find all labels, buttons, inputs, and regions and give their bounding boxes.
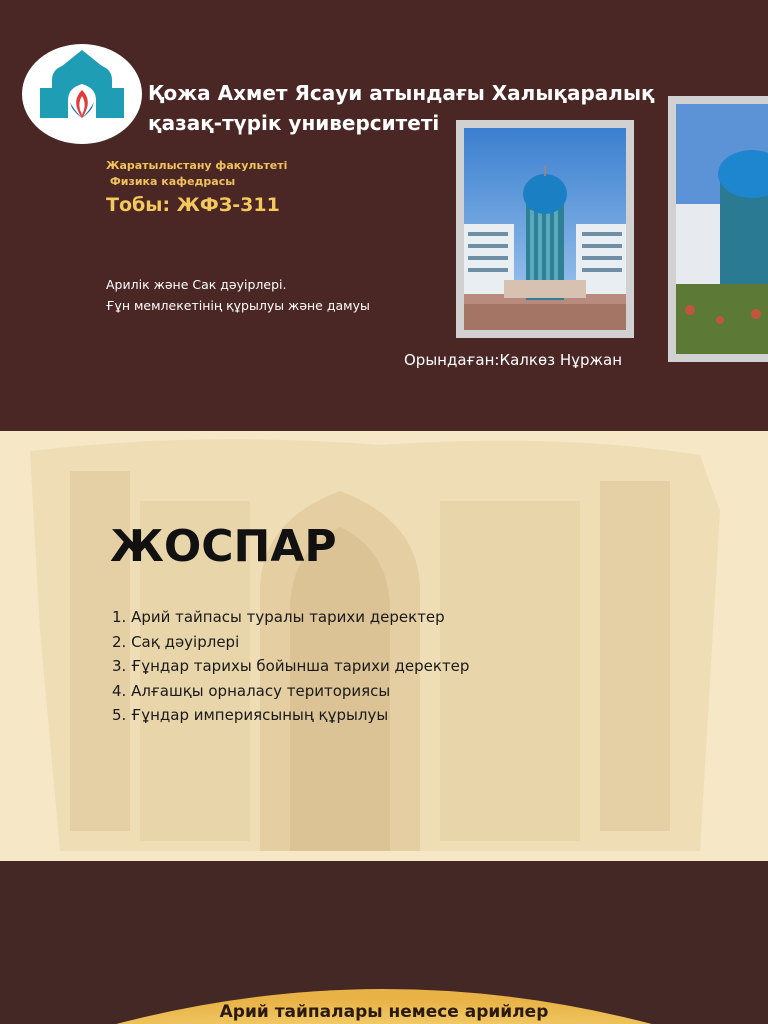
slide-title: Арий тайпалары немесе арийлер [219, 1002, 549, 1022]
third-slide [0, 861, 768, 1024]
title-slide [0, 0, 768, 431]
list-item: 4. Алғашқы орналасу териториясы [112, 681, 391, 700]
topic [106, 274, 370, 316]
list-item: 2. Сақ дәуірлері [112, 632, 240, 651]
university-logo [22, 44, 142, 144]
list-item: 3. Ғұндар тарихы бойынша тарихи деректер [112, 657, 470, 675]
topic-line-2: Ғұн мемлекетінің құрылуы және дамуы [106, 298, 370, 313]
author: Орындаған:Калкөз Нұржан [404, 351, 623, 369]
topic-line-1: Арилік және Сак дәуірлері. [106, 277, 287, 292]
plan-list [112, 605, 469, 728]
group-label: Тобы: ЖФЗ-311 [106, 194, 280, 216]
university-title: Қожа Ахмет Ясауи атындағы Халықаралық қазақ-түрік университеті [148, 81, 655, 135]
university-building-photo [456, 120, 634, 338]
faculty-department: Жаратылыстану факультеті Физика кафедрасы [106, 159, 288, 188]
list-item: 5. Ғұндар империясының құрылуы [112, 706, 389, 724]
plan-title: ЖОСПАР [110, 521, 337, 572]
plan-slide [0, 431, 768, 861]
list-item: 1. Арий тайпасы туралы тарихи деректер [112, 608, 445, 626]
university-building-photo-2 [668, 96, 768, 362]
